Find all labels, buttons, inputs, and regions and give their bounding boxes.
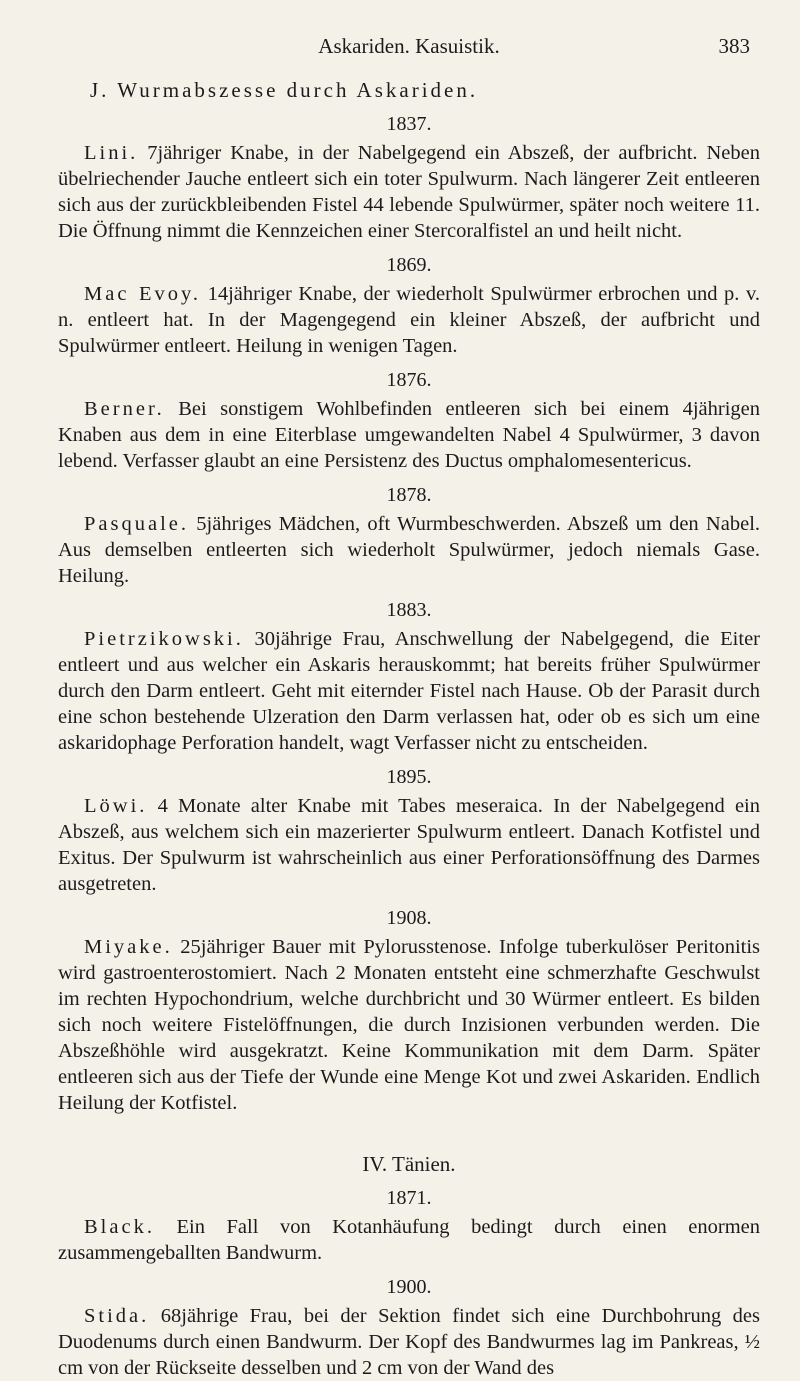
section-iv-entries — [58, 1187, 760, 1381]
page-number: 383 — [718, 34, 750, 58]
case-description: Bei sonstigem Wohlbefinden entleeren sich bei einem 4jährigen Knaben aus dem in eine Eiterblase umgewandelten Nabel 4 Spulwürmer, 3 davon lebend. Verfasser glaubt an eine Persistenz des Ductus omphalomesentericus. — [58, 398, 761, 472]
case-description: 4 Monate alter Knabe mit Tabes meseraica. In der Nabelgegend ein Abszeß, aus welchem sich ein mazerierter Spulwurm entleert. Danach Kotfistel und Exitus. Der Spulwurm ist wahrscheinlich aus einer Perforationsöffnung des Darmes ausgetreten. — [58, 795, 761, 895]
case-author: Stida. — [84, 1305, 150, 1327]
case-year: 1837. — [386, 113, 432, 135]
case-author: Berner. — [84, 398, 165, 420]
case-entry — [58, 907, 760, 1116]
case-text — [58, 1303, 760, 1381]
case-description: 25jähriger Bauer mit Pylorusstenose. Infolge tuberkulöser Peritonitis wird gastroenterostomiert. Nach 2 Monaten entsteht eine schmerzhafte Geschwulst im rechten Hypochondrium, welche durchbricht und 30 Würmer entleert. Es bilden sich noch weitere Fistelöffnungen, die durch Inzisionen verbunden werden. Die Abszeßhöhle wird ausgekratzt. Keine Kommunikation mit dem Darm. Später entleeren sich aus der Tiefe der Wunde eine Menge Kot und zwei Askariden. Endlich Heilung der Kotfistel. — [58, 936, 761, 1114]
case-year: 1871. — [386, 1187, 432, 1209]
case-description: 68jährige Frau, bei der Sektion findet sich eine Durchbohrung des Duodenums durch einen Bandwurm. Der Kopf des Bandwurmes lag im Pankreas, ½ cm von der Rückseite desselben und 2 cm von der Wand des — [58, 1305, 761, 1379]
case-year: 1900. — [386, 1276, 432, 1298]
case-text — [58, 511, 760, 589]
case-year: 1869. — [386, 254, 432, 276]
case-text — [58, 793, 760, 897]
case-text — [58, 1214, 760, 1266]
case-entry — [58, 1276, 760, 1381]
case-text — [58, 281, 760, 359]
case-description: 5jähriges Mädchen, oft Wurmbeschwerden. Abszeß um den Nabel. Aus demselben entleerten sich wiederholt Spulwürmer, jedoch niemals Gase. Heilung. — [58, 513, 761, 587]
case-author: Pasquale. — [84, 513, 189, 535]
case-year: 1878. — [386, 484, 432, 506]
case-year: 1908. — [386, 907, 432, 929]
case-year: 1876. — [386, 369, 432, 391]
case-entry — [58, 599, 760, 756]
case-year: 1895. — [386, 766, 432, 788]
case-description: 14jähriger Knabe, der wiederholt Spulwürmer erbrochen und p. v. n. entleert hat. In der Magengegend ein kleiner Abszeß, der aufbricht und Spulwürmer entleert. Heilung in wenigen Tagen. — [58, 283, 760, 357]
section-gap — [58, 1116, 760, 1134]
case-year: 1883. — [386, 599, 432, 621]
case-author: Black. — [84, 1216, 155, 1238]
case-entry — [58, 1187, 760, 1266]
case-entry — [58, 484, 760, 589]
case-author: Miyake. — [84, 936, 173, 958]
section-heading-taenien: IV. Tänien. — [362, 1152, 456, 1176]
case-entry — [58, 766, 760, 897]
case-text — [58, 396, 760, 474]
case-entry — [58, 113, 760, 244]
case-text — [58, 140, 760, 244]
case-description: 30jährige Frau, Anschwellung der Nabelgegend, die Eiter entleert und aus welcher ein Askaris herauskommt; hat bereits früher Spulwürmer durch den Darm entleert. Geht mit eiternder Fistel nach Hause. Ob der Parasit durch eine schon bestehende Ulzeration den Darm verlassen hat, oder ob es sich um eine askaridophage Perforation handelt, wagt Verfasser nicht zu entscheiden. — [58, 628, 760, 754]
case-text — [58, 626, 760, 756]
case-description: Ein Fall von Kotanhäufung bedingt durch einen enormen zusammengeballten Bandwurm. — [58, 1216, 760, 1264]
section-j-entries — [58, 113, 760, 1116]
case-entry — [58, 254, 760, 359]
case-text — [58, 934, 760, 1116]
case-entry — [58, 369, 760, 474]
case-author: Mac Evoy. — [84, 283, 202, 305]
section-heading-wurmabszesse: J. Wurmabszesse durch Askariden. — [90, 78, 479, 102]
case-author: Löwi. — [84, 795, 148, 817]
case-author: Lini. — [84, 142, 139, 164]
running-header — [58, 30, 760, 60]
case-description: 7jähriger Knabe, in der Nabelgegend ein Abszeß, der aufbricht. Neben übelriechender Jauche entleert sich ein toter Spulwurm. Nach längerer Zeit entleeren sich aus der zurückbleibenden Fistel 44 lebende Spulwürmer, später noch weitere 11. Die Öffnung nimmt die Kennzeichen einer Stercoralfistel an und heilt nicht. — [58, 142, 760, 242]
running-title: Askariden. Kasuistik. — [318, 34, 500, 58]
case-author: Pietrzikowski. — [84, 628, 244, 650]
